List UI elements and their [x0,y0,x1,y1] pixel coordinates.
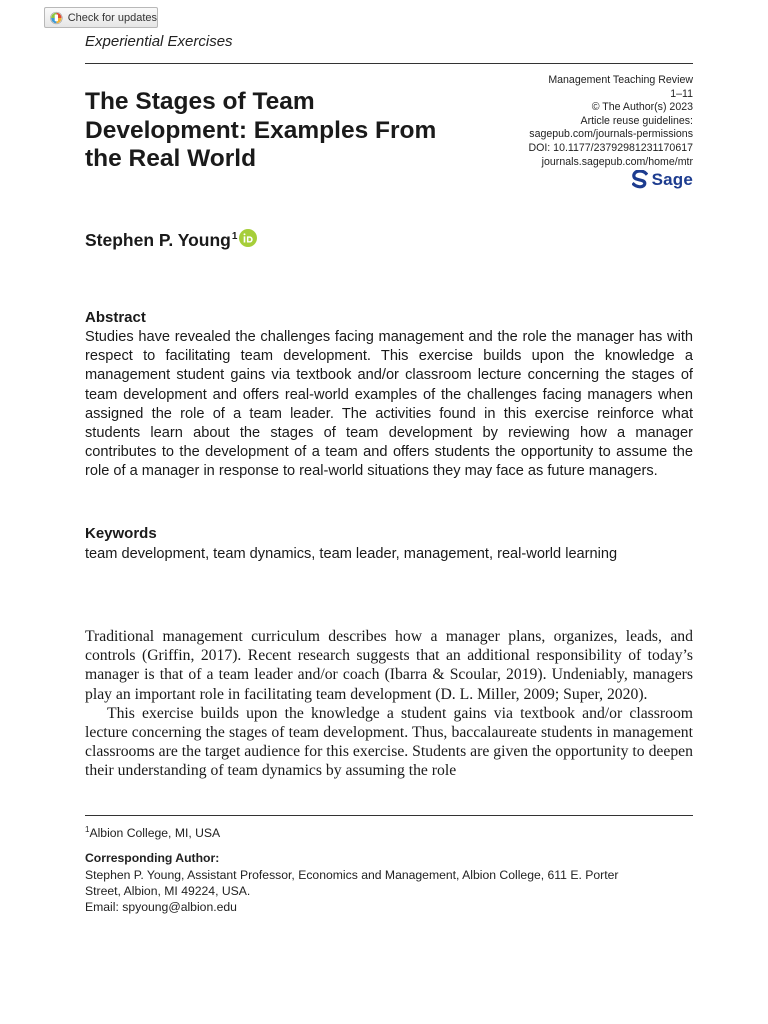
affiliation-mark: 1 [85,825,90,834]
doi[interactable]: DOI: 10.1177/23792981231170617 [528,141,693,154]
body-paragraph-1: Traditional management curriculum describes how a manager plans, organizes, leads, and controls (Griffin, 2017). Recent research suggests that an additional responsibility of today’s manager is that of a team leader and/or coach (Ibarra & Scoular, 2019). Undeniably, managers play an important role in facilitating team development (D. L. Miller, 2009; Super, 2020). [85,628,693,703]
keywords-heading: Keywords [85,525,157,542]
author-name: Stephen P. Young [85,230,231,250]
body-text [85,627,693,781]
check-for-updates-label: Check for updates [67,11,157,24]
corresponding-author-email[interactable]: Email: spyoung@albion.edu [85,900,237,914]
orcid-icon[interactable] [239,229,257,247]
journal-meta [528,74,693,169]
affiliation-footnote [85,825,220,840]
corresponding-author-line-2: Street, Albion, MI 49224, USA. [85,884,251,898]
sage-s-icon [632,170,648,190]
corresponding-author-details [85,867,693,915]
abstract-text: Studies have revealed the challenges facing management and the role the manager has with respect to facilitating team development. This exercise builds upon the knowledge a management student gains via textbook and/or classroom lecture concerning the stages of team development and offers real-world examples of the challenges facing managers when assigned the role of a team leader. The activities found in this exercise reinforce what students learn about the stages of team development by reviewing how a manager contributes to the development of a team and offers students the opportunity to assume the role of a manager in response to real-world situations they may face as future managers. [85,329,693,480]
corresponding-author-line-1: Stephen P. Young, Assistant Professor, Economics and Management, Albion College, 611 E. Porter [85,868,619,882]
journal-name: Management Teaching Review [548,74,693,86]
permissions-link[interactable]: sagepub.com/journals-permissions [529,128,693,141]
corresponding-author-heading: Corresponding Author: [85,851,220,865]
check-for-updates-button[interactable] [44,7,158,28]
author-affil-mark: 1 [231,231,238,242]
journal-home-link[interactable]: journals.sagepub.com/home/mtr [541,155,693,168]
footnote-divider [85,815,693,816]
article-title: The Stages of Team Development: Examples From the Real World [85,88,437,172]
affiliation-text: Albion College, MI, USA [89,826,221,841]
abstract-heading: Abstract [85,309,146,326]
page-range: 1–11 [670,87,693,100]
sage-logo-text: Sage [651,170,693,189]
reuse-guidelines-label: Article reuse guidelines: [580,114,693,127]
body-paragraph-2: This exercise builds upon the knowledge a student gains via textbook and/or classroom lecture concerning the stages of team development. Thus, baccalaureate students in management classrooms are the target audience for this exercise. Students are given the opportunity to deepen their understanding of team dynamics by assuming the role [85,704,693,780]
crossmark-icon [50,11,63,25]
author-line [85,230,257,251]
top-divider [85,63,693,64]
keywords-text: team development, team dynamics, team leader, management, real-world learning [85,546,618,562]
section-label: Experiential Exercises [85,33,233,50]
sage-logo [632,170,693,190]
copyright: © The Author(s) 2023 [591,101,693,114]
